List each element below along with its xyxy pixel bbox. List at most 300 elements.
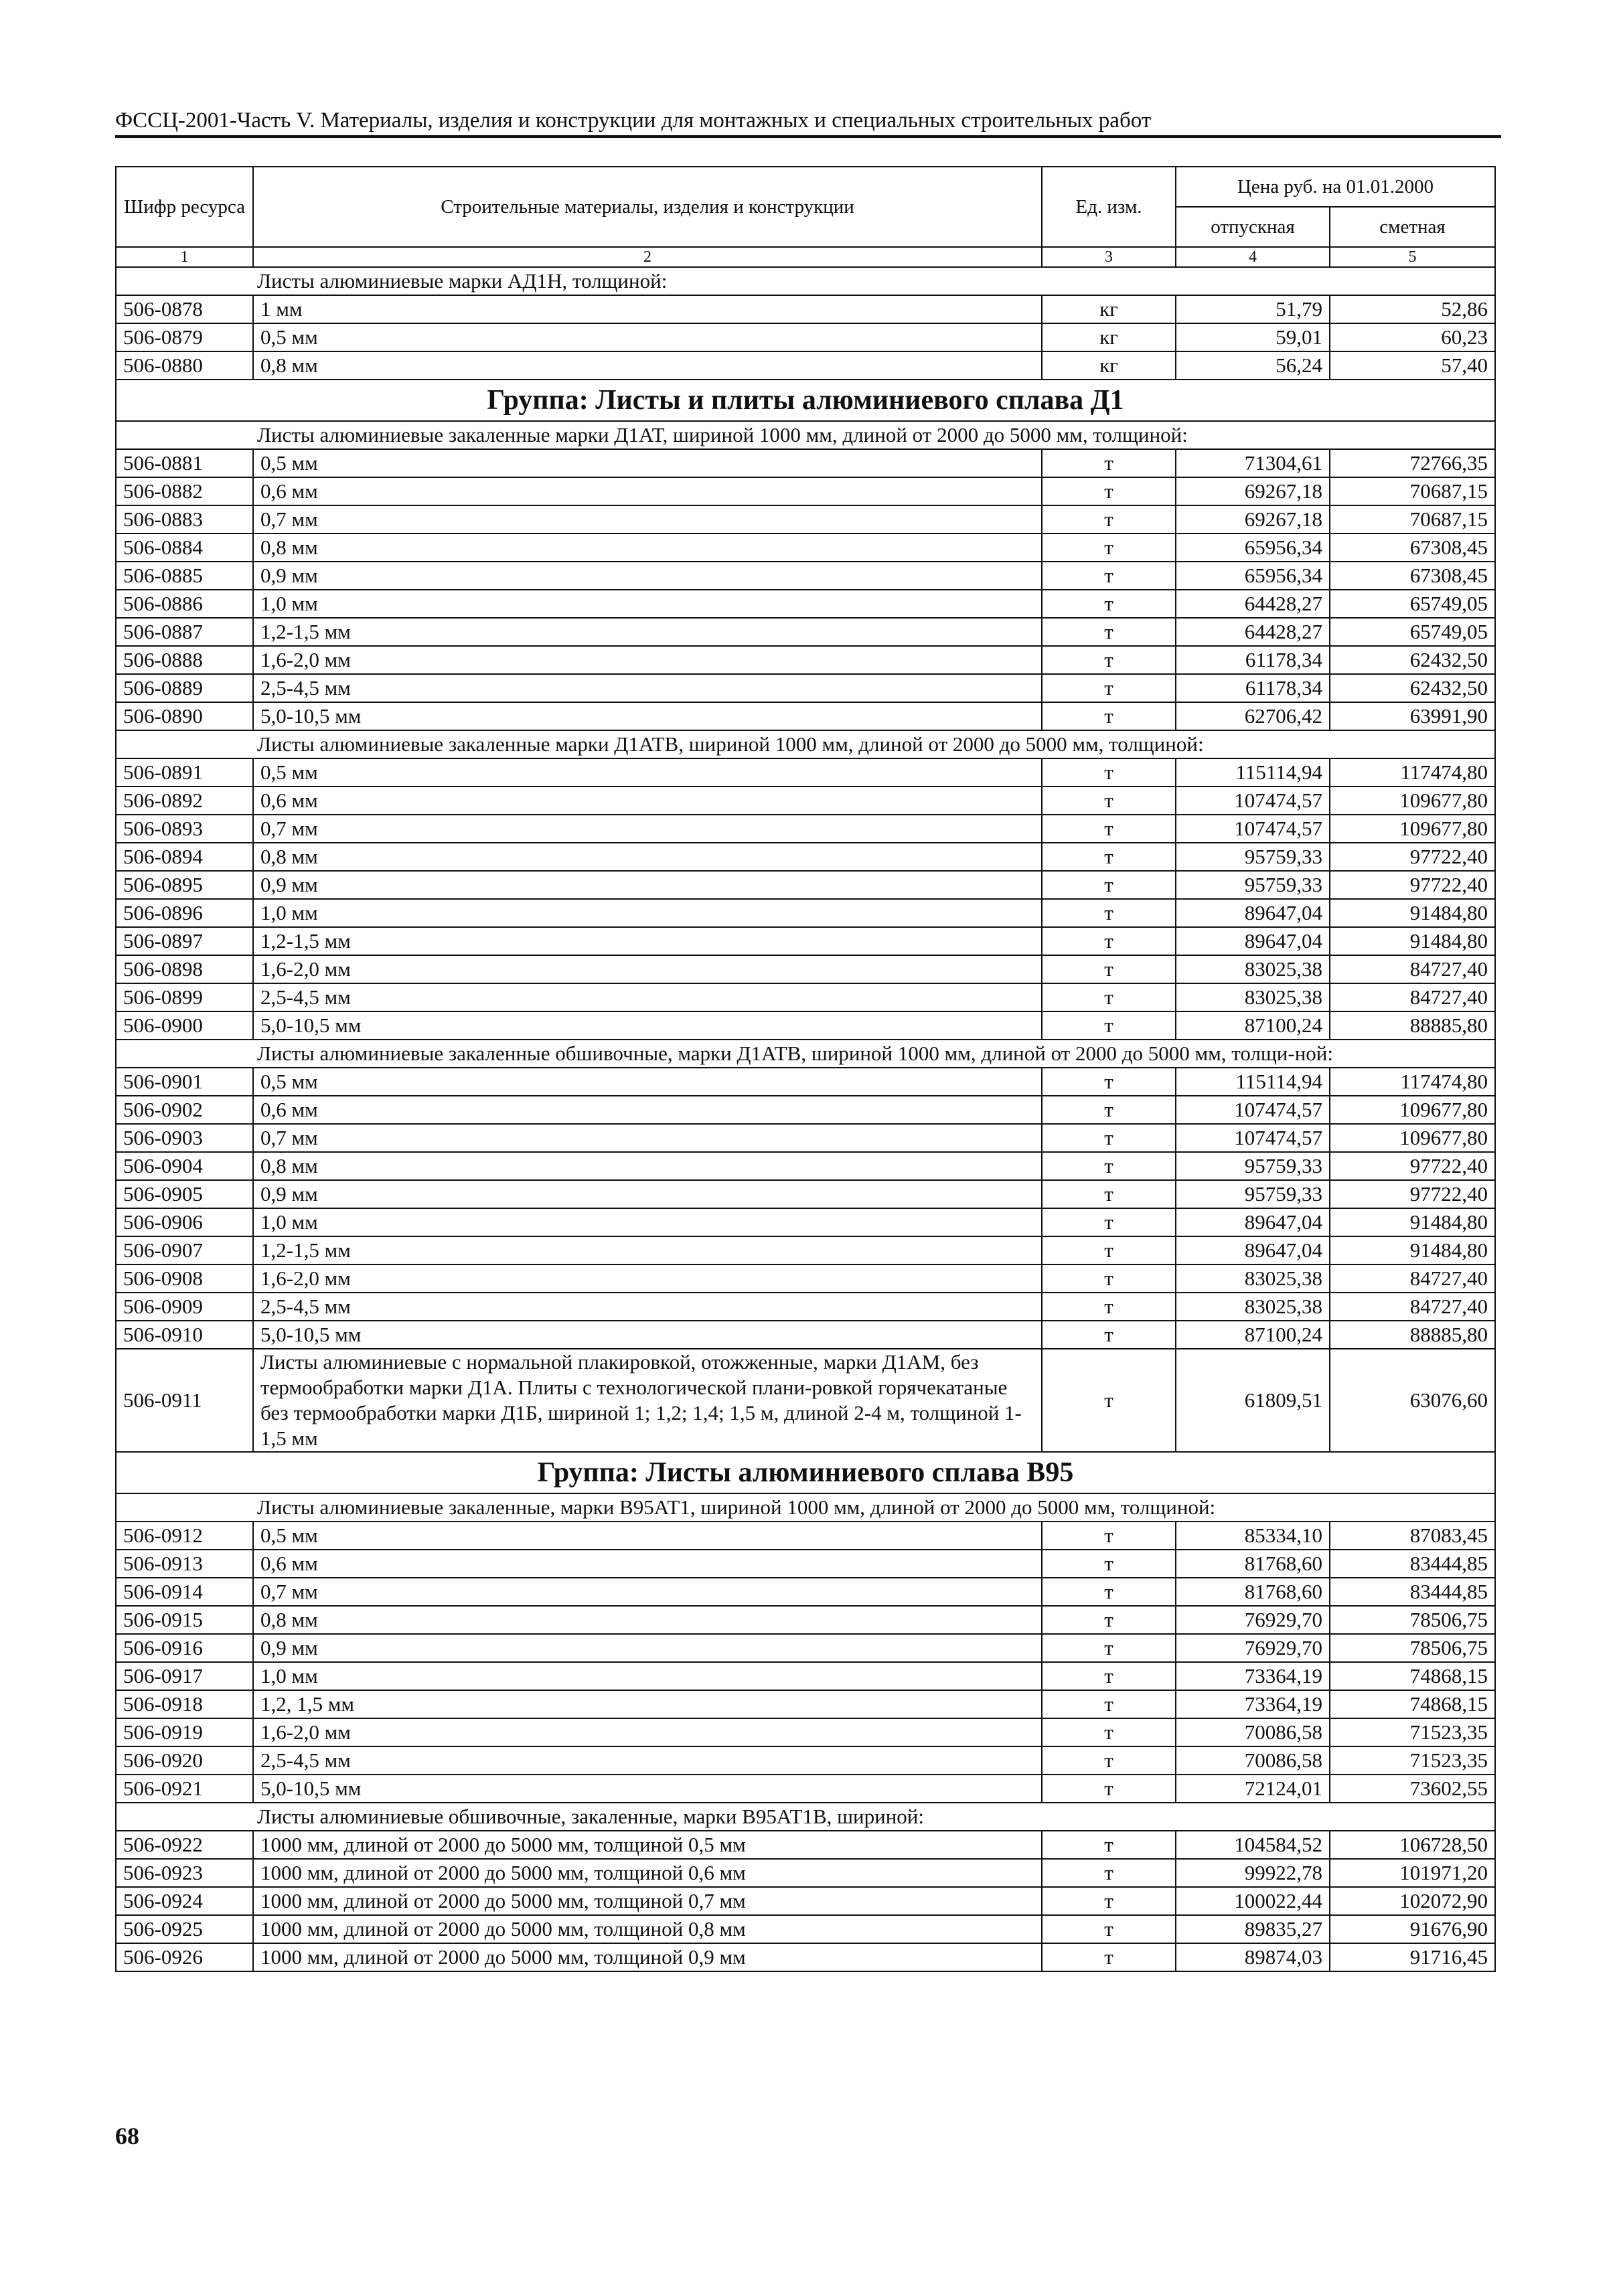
table-row bbox=[116, 983, 1495, 1011]
resource-code: 506-0906 bbox=[116, 1208, 253, 1236]
estimate-price: 91484,80 bbox=[1330, 927, 1495, 955]
material-name: 5,0-10,5 мм bbox=[253, 1321, 1042, 1349]
table-row bbox=[116, 927, 1495, 955]
release-price: 51,79 bbox=[1176, 295, 1330, 323]
material-name: 2,5-4,5 мм bbox=[253, 1293, 1042, 1321]
estimate-price: 71523,35 bbox=[1330, 1746, 1495, 1775]
table-row bbox=[116, 702, 1495, 730]
table-body bbox=[116, 267, 1495, 1971]
group-heading-row bbox=[116, 380, 1495, 421]
resource-code: 506-0916 bbox=[116, 1634, 253, 1662]
release-price: 89874,03 bbox=[1176, 1943, 1330, 1971]
section-heading: Листы алюминиевые закаленные марки Д1АТВ, шириной 1000 мм, длиной от 2000 до 5000 мм, толщиной: bbox=[116, 730, 1495, 758]
material-name: 1000 мм, длиной от 2000 до 5000 мм, толщиной 0,7 мм bbox=[253, 1887, 1042, 1915]
unit-cell: т bbox=[1042, 983, 1176, 1011]
release-price: 70086,58 bbox=[1176, 1718, 1330, 1746]
material-name: 0,7 мм bbox=[253, 1578, 1042, 1606]
table-row bbox=[116, 1943, 1495, 1971]
table-row bbox=[116, 590, 1495, 618]
material-name: 1000 мм, длиной от 2000 до 5000 мм, толщиной 0,5 мм bbox=[253, 1831, 1042, 1859]
resource-code: 506-0884 bbox=[116, 534, 253, 562]
table-row bbox=[116, 505, 1495, 534]
release-price: 62706,42 bbox=[1176, 702, 1330, 730]
unit-cell: т bbox=[1042, 815, 1176, 843]
material-name: 1000 мм, длиной от 2000 до 5000 мм, толщиной 0,9 мм bbox=[253, 1943, 1042, 1971]
table-row bbox=[116, 534, 1495, 562]
unit-cell: т bbox=[1042, 477, 1176, 505]
material-name: 1,2-1,5 мм bbox=[253, 927, 1042, 955]
release-price: 89647,04 bbox=[1176, 1208, 1330, 1236]
material-name: 2,5-4,5 мм bbox=[253, 983, 1042, 1011]
material-name: 1,0 мм bbox=[253, 1208, 1042, 1236]
unit-cell: т bbox=[1042, 1264, 1176, 1293]
unit-cell: т bbox=[1042, 1293, 1176, 1321]
release-price: 95759,33 bbox=[1176, 843, 1330, 871]
resource-code: 506-0889 bbox=[116, 674, 253, 702]
estimate-price: 87083,45 bbox=[1330, 1522, 1495, 1550]
material-name: 1,6-2,0 мм bbox=[253, 1718, 1042, 1746]
material-name: 0,5 мм bbox=[253, 758, 1042, 787]
resource-code: 506-0886 bbox=[116, 590, 253, 618]
material-name: 1,2, 1,5 мм bbox=[253, 1690, 1042, 1718]
release-price: 87100,24 bbox=[1176, 1011, 1330, 1040]
resource-code: 506-0880 bbox=[116, 351, 253, 380]
resource-code: 506-0890 bbox=[116, 702, 253, 730]
unit-cell: т bbox=[1042, 1096, 1176, 1124]
section-heading-row bbox=[116, 267, 1495, 295]
material-name: 1000 мм, длиной от 2000 до 5000 мм, толщиной 0,8 мм bbox=[253, 1915, 1042, 1943]
unit-cell: т bbox=[1042, 1887, 1176, 1915]
material-name: 5,0-10,5 мм bbox=[253, 702, 1042, 730]
material-name: 0,5 мм bbox=[253, 323, 1042, 351]
resource-code: 506-0881 bbox=[116, 449, 253, 477]
table-row bbox=[116, 295, 1495, 323]
section-heading: Листы алюминиевые закаленные марки Д1АТ, шириной 1000 мм, длиной от 2000 до 5000 мм, толщиной: bbox=[116, 421, 1495, 449]
resource-code: 506-0918 bbox=[116, 1690, 253, 1718]
resource-code: 506-0920 bbox=[116, 1746, 253, 1775]
release-price: 95759,33 bbox=[1176, 1152, 1330, 1180]
table-row bbox=[116, 1606, 1495, 1634]
table-row bbox=[116, 1096, 1495, 1124]
estimate-price: 109677,80 bbox=[1330, 787, 1495, 815]
unit-cell: т bbox=[1042, 562, 1176, 590]
section-heading: Листы алюминиевые обшивочные, закаленные, марки В95АТ1В, шириной: bbox=[116, 1803, 1495, 1831]
release-price: 85334,10 bbox=[1176, 1522, 1330, 1550]
section-heading-row bbox=[116, 730, 1495, 758]
release-price: 83025,38 bbox=[1176, 1293, 1330, 1321]
material-name: 0,9 мм bbox=[253, 1634, 1042, 1662]
column-number-row bbox=[116, 247, 1495, 267]
table-row bbox=[116, 1718, 1495, 1746]
resource-code: 506-0888 bbox=[116, 646, 253, 674]
table-row bbox=[116, 1578, 1495, 1606]
unit-cell: т bbox=[1042, 1068, 1176, 1096]
table-row bbox=[116, 1859, 1495, 1887]
table-row bbox=[116, 1236, 1495, 1264]
estimate-price: 83444,85 bbox=[1330, 1578, 1495, 1606]
resource-code: 506-0926 bbox=[116, 1943, 253, 1971]
release-price: 65956,34 bbox=[1176, 562, 1330, 590]
table-row bbox=[116, 1293, 1495, 1321]
resource-code: 506-0894 bbox=[116, 843, 253, 871]
table-row bbox=[116, 1522, 1495, 1550]
section-heading-row bbox=[116, 1803, 1495, 1831]
estimate-price: 78506,75 bbox=[1330, 1634, 1495, 1662]
table-row bbox=[116, 843, 1495, 871]
resource-code: 506-0922 bbox=[116, 1831, 253, 1859]
material-name: 0,7 мм bbox=[253, 815, 1042, 843]
unit-cell: т bbox=[1042, 1011, 1176, 1040]
section-heading-row bbox=[116, 421, 1495, 449]
release-price: 71304,61 bbox=[1176, 449, 1330, 477]
release-price: 115114,94 bbox=[1176, 758, 1330, 787]
unit-cell: т bbox=[1042, 1550, 1176, 1578]
release-price: 81768,60 bbox=[1176, 1550, 1330, 1578]
table-row bbox=[116, 1152, 1495, 1180]
release-price: 87100,24 bbox=[1176, 1321, 1330, 1349]
price-table bbox=[115, 166, 1496, 1972]
resource-code: 506-0914 bbox=[116, 1578, 253, 1606]
material-name: 0,8 мм bbox=[253, 1606, 1042, 1634]
unit-cell: т bbox=[1042, 1915, 1176, 1943]
table-row bbox=[116, 1068, 1495, 1096]
section-heading-row bbox=[116, 1493, 1495, 1522]
release-price: 64428,27 bbox=[1176, 618, 1330, 646]
estimate-price: 91484,80 bbox=[1330, 1208, 1495, 1236]
resource-code: 506-0887 bbox=[116, 618, 253, 646]
table-row bbox=[116, 899, 1495, 927]
table-row bbox=[116, 351, 1495, 380]
estimate-price: 62432,50 bbox=[1330, 646, 1495, 674]
material-name: 0,9 мм bbox=[253, 1180, 1042, 1208]
release-price: 115114,94 bbox=[1176, 1068, 1330, 1096]
estimate-price: 65749,05 bbox=[1330, 590, 1495, 618]
release-price: 61178,34 bbox=[1176, 674, 1330, 702]
release-price: 72124,01 bbox=[1176, 1775, 1330, 1803]
estimate-price: 117474,80 bbox=[1330, 758, 1495, 787]
release-price: 73364,19 bbox=[1176, 1662, 1330, 1690]
column-number: 4 bbox=[1176, 247, 1330, 267]
unit-cell: т bbox=[1042, 1775, 1176, 1803]
unit-cell: т bbox=[1042, 871, 1176, 899]
estimate-price: 106728,50 bbox=[1330, 1831, 1495, 1859]
unit-cell: т bbox=[1042, 505, 1176, 534]
material-name: 1,6-2,0 мм bbox=[253, 955, 1042, 983]
table-row bbox=[116, 758, 1495, 787]
group-heading-row bbox=[116, 1452, 1495, 1493]
table-row bbox=[116, 1208, 1495, 1236]
unit-cell: т bbox=[1042, 1718, 1176, 1746]
resource-code: 506-0905 bbox=[116, 1180, 253, 1208]
resource-code: 506-0892 bbox=[116, 787, 253, 815]
table-row bbox=[116, 955, 1495, 983]
estimate-price: 72766,35 bbox=[1330, 449, 1495, 477]
column-number: 3 bbox=[1042, 247, 1176, 267]
table-row bbox=[116, 1011, 1495, 1040]
unit-cell: кг bbox=[1042, 351, 1176, 380]
unit-cell: т bbox=[1042, 1522, 1176, 1550]
table-row bbox=[116, 646, 1495, 674]
table-row bbox=[116, 1662, 1495, 1690]
release-price: 99922,78 bbox=[1176, 1859, 1330, 1887]
material-name: 1,0 мм bbox=[253, 1662, 1042, 1690]
unit-cell: т bbox=[1042, 1321, 1176, 1349]
col-code-header: Шифр ресурса bbox=[116, 167, 253, 247]
table-row bbox=[116, 1690, 1495, 1718]
material-name: 0,9 мм bbox=[253, 562, 1042, 590]
unit-cell: т bbox=[1042, 899, 1176, 927]
unit-cell: т bbox=[1042, 787, 1176, 815]
estimate-price: 84727,40 bbox=[1330, 1293, 1495, 1321]
column-number: 5 bbox=[1330, 247, 1495, 267]
material-name: 0,5 мм bbox=[253, 1522, 1042, 1550]
estimate-price: 71523,35 bbox=[1330, 1718, 1495, 1746]
estimate-price: 88885,80 bbox=[1330, 1011, 1495, 1040]
material-name: 0,7 мм bbox=[253, 505, 1042, 534]
table-row bbox=[116, 1264, 1495, 1293]
estimate-price: 62432,50 bbox=[1330, 674, 1495, 702]
estimate-price: 97722,40 bbox=[1330, 1152, 1495, 1180]
material-name: 0,8 мм bbox=[253, 843, 1042, 871]
release-price: 104584,52 bbox=[1176, 1831, 1330, 1859]
estimate-price: 74868,15 bbox=[1330, 1690, 1495, 1718]
col-release-header: отпускная bbox=[1176, 207, 1330, 247]
estimate-price: 65749,05 bbox=[1330, 618, 1495, 646]
unit-cell: т bbox=[1042, 1152, 1176, 1180]
estimate-price: 67308,45 bbox=[1330, 534, 1495, 562]
material-name: 1,0 мм bbox=[253, 590, 1042, 618]
table-row bbox=[116, 449, 1495, 477]
resource-code: 506-0878 bbox=[116, 295, 253, 323]
unit-cell: т bbox=[1042, 1746, 1176, 1775]
resource-code: 506-0893 bbox=[116, 815, 253, 843]
resource-code: 506-0919 bbox=[116, 1718, 253, 1746]
resource-code: 506-0917 bbox=[116, 1662, 253, 1690]
running-header: ФССЦ-2001-Часть V. Материалы, изделия и конструкции для монтажных и специальных строительных работ bbox=[115, 107, 1501, 138]
table-row bbox=[116, 1915, 1495, 1943]
unit-cell: кг bbox=[1042, 323, 1176, 351]
resource-code: 506-0901 bbox=[116, 1068, 253, 1096]
estimate-price: 74868,15 bbox=[1330, 1662, 1495, 1690]
material-name: 1 мм bbox=[253, 295, 1042, 323]
estimate-price: 70687,15 bbox=[1330, 505, 1495, 534]
material-name: 1,6-2,0 мм bbox=[253, 646, 1042, 674]
resource-code: 506-0898 bbox=[116, 955, 253, 983]
material-name: 0,5 мм bbox=[253, 449, 1042, 477]
resource-code: 506-0907 bbox=[116, 1236, 253, 1264]
estimate-price: 70687,15 bbox=[1330, 477, 1495, 505]
estimate-price: 84727,40 bbox=[1330, 983, 1495, 1011]
release-price: 69267,18 bbox=[1176, 505, 1330, 534]
estimate-price: 63076,60 bbox=[1330, 1349, 1495, 1452]
resource-code: 506-0879 bbox=[116, 323, 253, 351]
table-row bbox=[116, 1180, 1495, 1208]
material-name: 1000 мм, длиной от 2000 до 5000 мм, толщиной 0,6 мм bbox=[253, 1859, 1042, 1887]
table-row bbox=[116, 815, 1495, 843]
section-heading-row bbox=[116, 1040, 1495, 1068]
resource-code: 506-0899 bbox=[116, 983, 253, 1011]
resource-code: 506-0891 bbox=[116, 758, 253, 787]
table-row bbox=[116, 618, 1495, 646]
table-row bbox=[116, 1550, 1495, 1578]
unit-cell: т bbox=[1042, 758, 1176, 787]
material-name: 2,5-4,5 мм bbox=[253, 1746, 1042, 1775]
table-row bbox=[116, 323, 1495, 351]
estimate-price: 67308,45 bbox=[1330, 562, 1495, 590]
release-price: 100022,44 bbox=[1176, 1887, 1330, 1915]
unit-cell: т bbox=[1042, 927, 1176, 955]
material-name: 0,8 мм bbox=[253, 1152, 1042, 1180]
release-price: 59,01 bbox=[1176, 323, 1330, 351]
release-price: 107474,57 bbox=[1176, 1096, 1330, 1124]
estimate-price: 91484,80 bbox=[1330, 1236, 1495, 1264]
resource-code: 506-0882 bbox=[116, 477, 253, 505]
resource-code: 506-0909 bbox=[116, 1293, 253, 1321]
resource-code: 506-0924 bbox=[116, 1887, 253, 1915]
estimate-price: 84727,40 bbox=[1330, 1264, 1495, 1293]
unit-cell: т bbox=[1042, 1859, 1176, 1887]
resource-code: 506-0921 bbox=[116, 1775, 253, 1803]
section-heading: Листы алюминиевые закаленные обшивочные, марки Д1АТВ, шириной 1000 мм, длиной от 2000 до 5000 мм, толщи-ной: bbox=[116, 1040, 1495, 1068]
resource-code: 506-0897 bbox=[116, 927, 253, 955]
release-price: 64428,27 bbox=[1176, 590, 1330, 618]
material-name: 1,6-2,0 мм bbox=[253, 1264, 1042, 1293]
material-name: 0,6 мм bbox=[253, 1096, 1042, 1124]
release-price: 89647,04 bbox=[1176, 899, 1330, 927]
release-price: 69267,18 bbox=[1176, 477, 1330, 505]
estimate-price: 109677,80 bbox=[1330, 815, 1495, 843]
estimate-price: 97722,40 bbox=[1330, 871, 1495, 899]
section-heading: Листы алюминиевые закаленные, марки В95АТ1, шириной 1000 мм, длиной от 2000 до 5000 мм, толщиной: bbox=[116, 1493, 1495, 1522]
estimate-price: 97722,40 bbox=[1330, 843, 1495, 871]
column-number: 2 bbox=[253, 247, 1042, 267]
table-row bbox=[116, 1831, 1495, 1859]
resource-code: 506-0900 bbox=[116, 1011, 253, 1040]
material-name: 0,9 мм bbox=[253, 871, 1042, 899]
estimate-price: 52,86 bbox=[1330, 295, 1495, 323]
resource-code: 506-0912 bbox=[116, 1522, 253, 1550]
resource-code: 506-0895 bbox=[116, 871, 253, 899]
unit-cell: т bbox=[1042, 1208, 1176, 1236]
estimate-price: 60,23 bbox=[1330, 323, 1495, 351]
material-name: 0,7 мм bbox=[253, 1124, 1042, 1152]
release-price: 95759,33 bbox=[1176, 1180, 1330, 1208]
table-row bbox=[116, 1349, 1495, 1452]
table-row bbox=[116, 1124, 1495, 1152]
estimate-price: 78506,75 bbox=[1330, 1606, 1495, 1634]
resource-code: 506-0911 bbox=[116, 1349, 253, 1452]
estimate-price: 91484,80 bbox=[1330, 899, 1495, 927]
estimate-price: 63991,90 bbox=[1330, 702, 1495, 730]
page-number: 68 bbox=[115, 2123, 139, 2149]
unit-cell: т bbox=[1042, 449, 1176, 477]
table-row bbox=[116, 1775, 1495, 1803]
col-unit-header: Ед. изм. bbox=[1042, 167, 1176, 247]
release-price: 107474,57 bbox=[1176, 1124, 1330, 1152]
table-row bbox=[116, 1321, 1495, 1349]
unit-cell: т bbox=[1042, 674, 1176, 702]
release-price: 89647,04 bbox=[1176, 1236, 1330, 1264]
resource-code: 506-0904 bbox=[116, 1152, 253, 1180]
material-name: 0,6 мм bbox=[253, 1550, 1042, 1578]
table-row bbox=[116, 1887, 1495, 1915]
resource-code: 506-0915 bbox=[116, 1606, 253, 1634]
resource-code: 506-0910 bbox=[116, 1321, 253, 1349]
estimate-price: 57,40 bbox=[1330, 351, 1495, 380]
material-name: 0,8 мм bbox=[253, 351, 1042, 380]
release-price: 81768,60 bbox=[1176, 1578, 1330, 1606]
group-heading: Группа: Листы и плиты алюминиевого сплава Д1 bbox=[116, 380, 1495, 421]
estimate-price: 73602,55 bbox=[1330, 1775, 1495, 1803]
col-name-header: Строительные материалы, изделия и конструкции bbox=[253, 167, 1042, 247]
material-name: 5,0-10,5 мм bbox=[253, 1011, 1042, 1040]
resource-code: 506-0885 bbox=[116, 562, 253, 590]
release-price: 83025,38 bbox=[1176, 1264, 1330, 1293]
table-row bbox=[116, 1746, 1495, 1775]
release-price: 76929,70 bbox=[1176, 1634, 1330, 1662]
estimate-price: 109677,80 bbox=[1330, 1096, 1495, 1124]
table-row bbox=[116, 674, 1495, 702]
unit-cell: т bbox=[1042, 1634, 1176, 1662]
col-price-header: Цена руб. на 01.01.2000 bbox=[1176, 167, 1495, 207]
unit-cell: т bbox=[1042, 618, 1176, 646]
estimate-price: 91676,90 bbox=[1330, 1915, 1495, 1943]
estimate-price: 83444,85 bbox=[1330, 1550, 1495, 1578]
table-header bbox=[116, 167, 1495, 267]
release-price: 76929,70 bbox=[1176, 1606, 1330, 1634]
release-price: 56,24 bbox=[1176, 351, 1330, 380]
estimate-price: 117474,80 bbox=[1330, 1068, 1495, 1096]
release-price: 73364,19 bbox=[1176, 1690, 1330, 1718]
release-price: 61809,51 bbox=[1176, 1349, 1330, 1452]
unit-cell: т bbox=[1042, 1690, 1176, 1718]
resource-code: 506-0923 bbox=[116, 1859, 253, 1887]
material-name: 0,8 мм bbox=[253, 534, 1042, 562]
estimate-price: 101971,20 bbox=[1330, 1859, 1495, 1887]
release-price: 65956,34 bbox=[1176, 534, 1330, 562]
unit-cell: т bbox=[1042, 1606, 1176, 1634]
resource-code: 506-0925 bbox=[116, 1915, 253, 1943]
resource-code: 506-0902 bbox=[116, 1096, 253, 1124]
resource-code: 506-0913 bbox=[116, 1550, 253, 1578]
release-price: 89835,27 bbox=[1176, 1915, 1330, 1943]
estimate-price: 91716,45 bbox=[1330, 1943, 1495, 1971]
material-name: 1,2-1,5 мм bbox=[253, 618, 1042, 646]
unit-cell: т bbox=[1042, 1124, 1176, 1152]
unit-cell: т bbox=[1042, 1662, 1176, 1690]
release-price: 83025,38 bbox=[1176, 955, 1330, 983]
release-price: 70086,58 bbox=[1176, 1746, 1330, 1775]
estimate-price: 102072,90 bbox=[1330, 1887, 1495, 1915]
material-name: Листы алюминиевые с нормальной плакировкой, отожженные, марки Д1АМ, без термообработки марки Д1А. Плиты с технологической плани-ровкой горячекатаные без термообработки марки Д1Б, шириной 1; 1,2; 1,4; 1,5 м, длиной 2-4 м, толщиной 1-1,5 мм bbox=[253, 1349, 1042, 1452]
unit-cell: т bbox=[1042, 1831, 1176, 1859]
release-price: 107474,57 bbox=[1176, 787, 1330, 815]
group-heading: Группа: Листы алюминиевого сплава В95 bbox=[116, 1452, 1495, 1493]
material-name: 5,0-10,5 мм bbox=[253, 1775, 1042, 1803]
column-number: 1 bbox=[116, 247, 253, 267]
material-name: 0,5 мм bbox=[253, 1068, 1042, 1096]
unit-cell: т bbox=[1042, 534, 1176, 562]
unit-cell: т bbox=[1042, 843, 1176, 871]
material-name: 1,2-1,5 мм bbox=[253, 1236, 1042, 1264]
estimate-price: 109677,80 bbox=[1330, 1124, 1495, 1152]
unit-cell: т bbox=[1042, 1578, 1176, 1606]
unit-cell: т bbox=[1042, 1236, 1176, 1264]
resource-code: 506-0896 bbox=[116, 899, 253, 927]
material-name: 1,0 мм bbox=[253, 899, 1042, 927]
release-price: 95759,33 bbox=[1176, 871, 1330, 899]
section-heading: Листы алюминиевые марки АД1Н, толщиной: bbox=[116, 267, 1495, 295]
